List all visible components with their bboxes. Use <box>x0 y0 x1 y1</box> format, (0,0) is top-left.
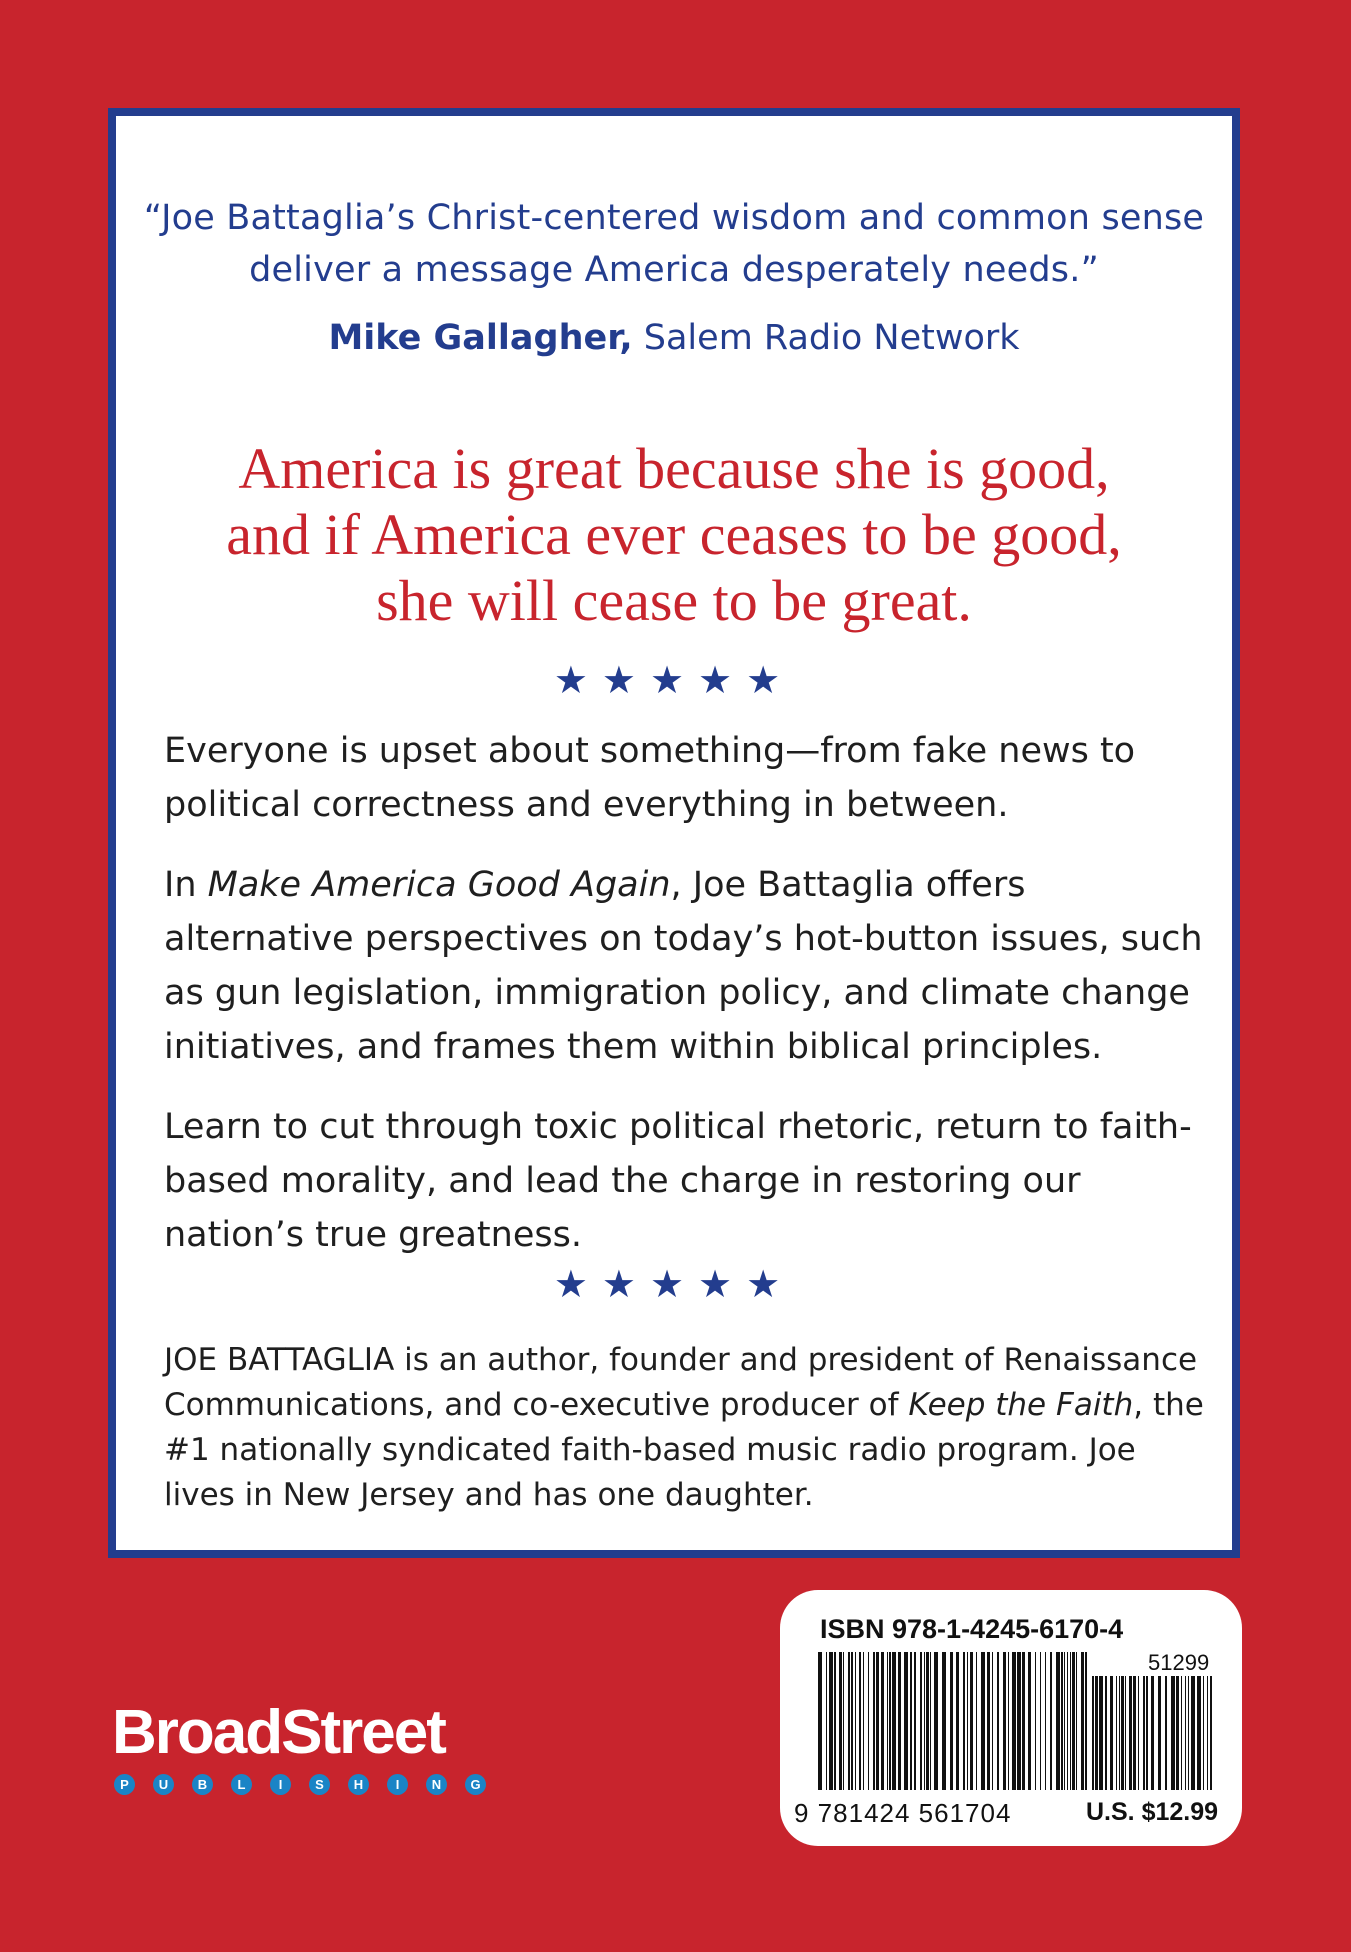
description-p2-pre: In <box>164 865 208 905</box>
barcode-bar <box>1119 1676 1120 1790</box>
barcode-bar <box>873 1652 875 1790</box>
barcode-bar <box>992 1652 993 1790</box>
barcode-bar <box>829 1652 833 1790</box>
barcode-bar <box>889 1652 891 1790</box>
barcode-bar <box>1076 1652 1077 1790</box>
barcode-bar <box>934 1652 938 1790</box>
barcode-bar <box>1028 1652 1031 1790</box>
barcode-bar <box>898 1652 901 1790</box>
barcode-bar <box>1116 1676 1117 1790</box>
price-code: 51299 <box>1148 1650 1210 1675</box>
barcode-bar <box>855 1652 856 1790</box>
barcode-bar <box>1188 1676 1189 1790</box>
barcode-bar <box>892 1652 896 1790</box>
barcode-bar <box>1085 1652 1087 1790</box>
barcode-bar <box>1081 1652 1084 1790</box>
barcode-bar <box>1067 1652 1068 1790</box>
author-bio-text <box>164 1338 1204 1518</box>
headline-line-2: and if America ever ceases to be good, <box>226 502 1122 567</box>
barcode-bar <box>1072 1652 1075 1790</box>
publisher-letter-dot: N <box>426 1774 447 1795</box>
star-divider-icon: ★★★★★ <box>553 658 795 702</box>
barcode-bar <box>1143 1676 1145 1790</box>
publisher-letter-dot: H <box>348 1774 369 1795</box>
barcode-bar <box>1151 1676 1154 1790</box>
barcode-bar <box>887 1652 888 1790</box>
barcode-bar <box>1070 1652 1071 1790</box>
barcode-bar <box>834 1652 836 1790</box>
barcode-bar <box>868 1652 869 1790</box>
barcode-bar <box>1012 1652 1016 1790</box>
star-divider-icon: ★★★★★ <box>553 1262 795 1306</box>
barcode-bar <box>1121 1676 1124 1790</box>
publisher-letter-dot: L <box>231 1774 252 1795</box>
barcode-bar <box>1125 1676 1126 1790</box>
publisher-letter-dot: S <box>309 1774 330 1795</box>
barcode-bar <box>1056 1652 1060 1790</box>
barcode-bar <box>1210 1676 1212 1790</box>
barcode-bar <box>876 1652 879 1790</box>
publisher-logo <box>112 1700 486 1795</box>
barcode-bar <box>859 1652 861 1790</box>
barcode-bar <box>1138 1676 1139 1790</box>
headline-line-1: America is great because she is good, <box>238 436 1110 501</box>
barcode-bar <box>920 1652 922 1790</box>
barcode-bar <box>967 1652 968 1790</box>
barcode-bar <box>926 1652 929 1790</box>
back-cover-panel <box>108 108 1240 1558</box>
barcode-bar <box>976 1652 977 1790</box>
barcode-bar <box>1207 1676 1208 1790</box>
barcode-bar <box>1092 1676 1094 1790</box>
barcode-bar <box>1105 1676 1107 1790</box>
description-p2-post: , Joe Battaglia offers alternative perspectives on today’s hot-button issues, such as gun legislation, immigration policy, and climate change initiatives, and frames them within biblical principles. <box>164 865 1203 1067</box>
endorser-affiliation: Salem Radio Network <box>632 318 1020 358</box>
headline-line-3: she will cease to be great. <box>376 568 972 633</box>
barcode-bar <box>956 1652 959 1790</box>
barcode-bar <box>843 1652 844 1790</box>
barcode-bar <box>1203 1676 1204 1790</box>
barcode-bar <box>1099 1676 1103 1790</box>
barcode-bar <box>826 1652 827 1790</box>
price: U.S. $12.99 <box>1086 1798 1219 1826</box>
barcode-bar <box>942 1652 946 1790</box>
barcode-bar <box>1095 1676 1098 1790</box>
barcode-bar <box>1003 1652 1006 1790</box>
endorsement-quote-line-2: deliver a message America desperately needs.” <box>249 250 1099 290</box>
barcode-bar <box>851 1652 853 1790</box>
author-bio <box>164 1338 1204 1518</box>
price-barcode-icon <box>1092 1676 1214 1790</box>
publisher-letter-dot: G <box>465 1774 486 1795</box>
barcode-bar <box>848 1652 850 1790</box>
barcode-bar <box>924 1652 925 1790</box>
barcode-bar <box>1158 1676 1161 1790</box>
barcode-bar <box>839 1652 842 1790</box>
endorsement-quote-line-1: “Joe Battaglia’s Christ-centered wisdom and common sense <box>143 198 1205 238</box>
ean-digits: 9 781424 561704 <box>794 1798 1012 1828</box>
publisher-letter-dot: I <box>387 1774 408 1795</box>
barcode-bar <box>1110 1676 1113 1790</box>
description-paragraph-1: Everyone is upset about something—from fake news to political correctness and everything in between. <box>164 731 1136 825</box>
barcode-bar <box>963 1652 965 1790</box>
barcode-bar <box>881 1652 884 1790</box>
barcode-bar <box>1064 1652 1065 1790</box>
barcode-bar <box>1040 1652 1041 1790</box>
endorser-name: Mike Gallagher, <box>328 318 633 358</box>
barcode-bar <box>914 1652 916 1790</box>
isbn-number: ISBN 978-1-4245-6170-4 <box>820 1614 1124 1644</box>
barcode-bar <box>1022 1652 1025 1790</box>
barcode-bar <box>1008 1652 1009 1790</box>
barcode-bar <box>904 1652 908 1790</box>
barcode-bar <box>1035 1652 1036 1790</box>
publisher-letter-dot: I <box>270 1774 291 1795</box>
barcode-bar <box>863 1652 864 1790</box>
barcode-bar <box>1165 1676 1167 1790</box>
barcode-bar <box>950 1652 953 1790</box>
barcode-bar <box>981 1652 985 1790</box>
publisher-name: BroadStreet <box>112 1698 445 1767</box>
book-title: Make America Good Again <box>207 865 671 905</box>
barcode-bar <box>930 1652 931 1790</box>
barcode-bar <box>987 1652 990 1790</box>
barcode-bar <box>1129 1676 1132 1790</box>
barcode-bar <box>818 1652 822 1790</box>
endorsement-quote <box>116 192 1232 296</box>
barcode-bar <box>1133 1676 1136 1790</box>
description-paragraph-2 <box>164 858 1204 1074</box>
barcode-bar <box>1185 1676 1186 1790</box>
bio-pre: JOE BATTAGLIA is an author, founder and president of Renaissance Communications, and co-executive producer of <box>164 1342 1198 1423</box>
barcode-bar <box>910 1652 912 1790</box>
publisher-letter-dot: B <box>192 1774 213 1795</box>
barcode-bar <box>1171 1676 1175 1790</box>
radio-program-title: Keep the Faith <box>908 1387 1134 1423</box>
ean-barcode-icon <box>818 1652 1088 1790</box>
publisher-subtitle <box>112 1774 486 1795</box>
bio-post: , the #1 nationally syndicated faith-based music radio program. Joe lives in New Jersey and has one daughter. <box>164 1387 1204 1513</box>
endorsement-attribution <box>116 312 1232 364</box>
barcode-box <box>780 1590 1242 1846</box>
description <box>164 724 1204 1288</box>
publisher-letter-dot: U <box>153 1774 174 1795</box>
barcode-bar <box>1191 1676 1195 1790</box>
barcode-bar <box>1017 1652 1021 1790</box>
barcode-bar <box>1181 1676 1182 1790</box>
description-paragraph-3: Learn to cut through toxic political rhetoric, return to faith-based morality, and lead the charge in restoring our nation’s true greatness. <box>164 1107 1192 1255</box>
barcode-bar <box>1045 1652 1046 1790</box>
barcode-bar <box>1197 1676 1201 1790</box>
publisher-letter-dot: P <box>114 1774 135 1795</box>
barcode-bar <box>1146 1676 1148 1790</box>
barcode-bar <box>970 1652 973 1790</box>
barcode-bar <box>997 1652 999 1790</box>
barcode-bar <box>1176 1676 1179 1790</box>
barcode-bar <box>1050 1652 1052 1790</box>
headline-quote <box>116 436 1232 634</box>
barcode-bar <box>1061 1652 1063 1790</box>
